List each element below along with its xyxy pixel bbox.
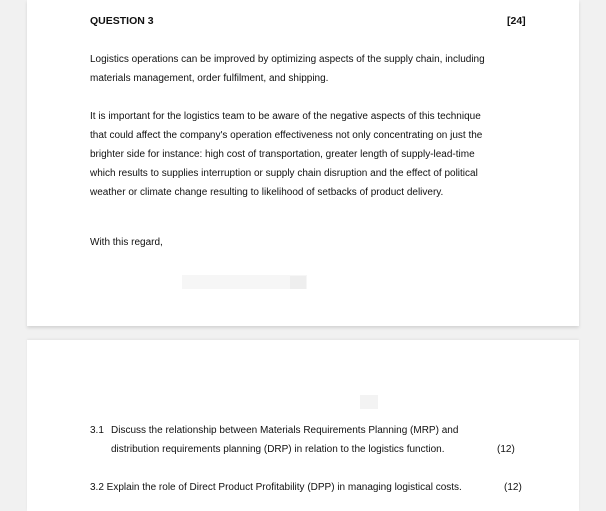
paragraph-2-line-4: which results to supplies interruption or supply chain disruption and the effect of political — [90, 168, 478, 179]
paragraph-2-line-1: It is important for the logistics team to be aware of the negative aspects of this technique — [90, 111, 481, 122]
faded-text-artifact — [290, 276, 306, 289]
paragraph-1-line-1: Logistics operations can be improved by optimizing aspects of the supply chain, including — [90, 54, 485, 65]
q32-text: 3.2 Explain the role of Direct Product Profitability (DPP) in managing logistical costs. — [90, 482, 462, 493]
question-title: QUESTION 3 — [90, 15, 154, 27]
paragraph-2-line-3: brighter side for instance: high cost of transportation, greater length of supply-lead-time — [90, 149, 475, 160]
q31-line-1: Discuss the relationship between Materials Requirements Planning (MRP) and — [111, 425, 459, 436]
faded-text-artifact — [182, 275, 307, 289]
document-page-2 — [27, 340, 579, 511]
document-page-1 — [27, 0, 579, 326]
paragraph-1-line-2: materials management, order fulfilment, and shipping. — [90, 73, 329, 84]
q32-marks: (12) — [504, 482, 522, 493]
regard-line: With this regard, — [90, 237, 163, 248]
faded-text-artifact — [360, 395, 378, 409]
q31-number: 3.1 — [90, 425, 104, 436]
question-total-marks: [24] — [507, 15, 526, 27]
q31-line-2: distribution requirements planning (DRP) in relation to the logistics function. — [111, 444, 445, 455]
paragraph-2-line-5: weather or climate change resulting to likelihood of setbacks of product delivery. — [90, 187, 444, 198]
paragraph-2-line-2: that could affect the company's operation effectiveness not only concentrating on just the — [90, 130, 483, 141]
q31-marks: (12) — [497, 444, 515, 455]
